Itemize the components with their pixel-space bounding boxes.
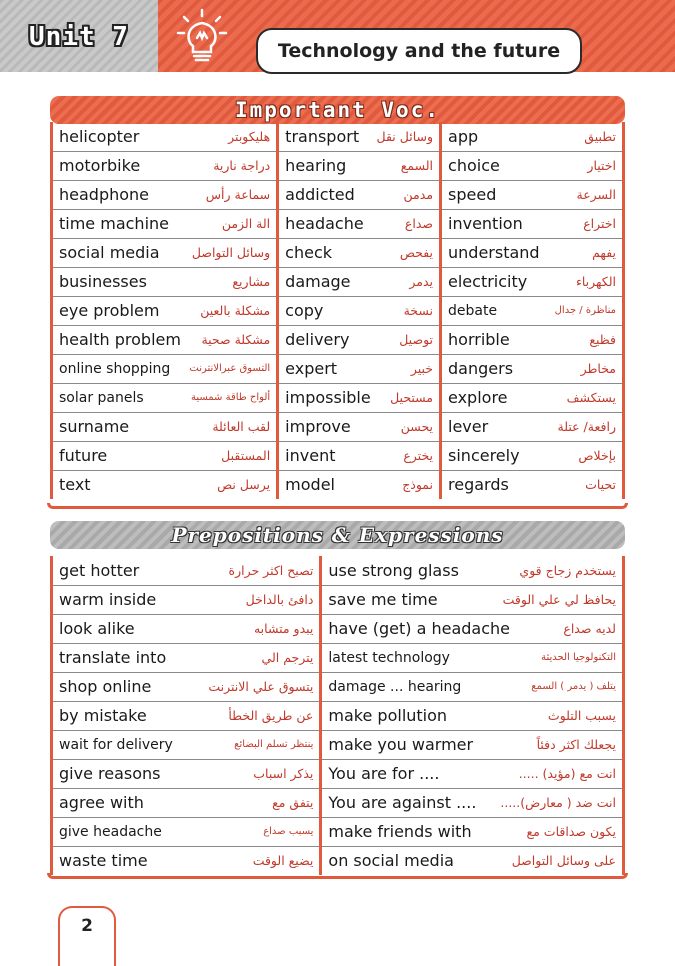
vocabulary-row [52, 441, 624, 470]
table-cell [52, 412, 278, 441]
vocabulary-row [52, 296, 624, 325]
english-term: warm inside [59, 590, 157, 609]
term-pair [328, 764, 616, 783]
english-term: text [59, 475, 91, 495]
arabic-translation: صداع [404, 216, 434, 231]
term-pair [448, 330, 616, 349]
english-term: on social media [328, 851, 454, 871]
term-pair [328, 706, 616, 725]
term-pair [448, 272, 616, 291]
table-cell [441, 180, 624, 209]
term-pair [328, 619, 616, 638]
term-pair [328, 735, 616, 754]
english-term: delivery [285, 330, 350, 349]
arabic-translation: الة الزمن [221, 216, 271, 231]
table-cell [321, 730, 624, 759]
term-pair [59, 793, 313, 812]
arabic-translation: لديه صداع [563, 621, 616, 636]
arabic-translation: السمع [400, 158, 434, 173]
term-pair [59, 824, 313, 840]
table-cell [52, 122, 278, 151]
arabic-translation: وسائل التواصل [191, 245, 271, 260]
table-cell [278, 122, 441, 151]
table-cell [321, 759, 624, 788]
term-pair [59, 737, 313, 753]
table-cell [441, 354, 624, 383]
term-pair [59, 677, 313, 696]
expressions-table [50, 556, 625, 875]
english-term: horrible [448, 330, 510, 349]
english-term: give headache [59, 823, 162, 840]
english-term: improve [285, 417, 351, 436]
arabic-translation: هليكوبتر [228, 128, 271, 144]
expression-row [52, 556, 624, 585]
term-pair [285, 243, 433, 262]
arabic-translation: انت مع (مؤيد) ..... [518, 766, 616, 781]
term-pair [328, 851, 616, 870]
english-term: debate [448, 302, 498, 319]
english-term: explore [448, 388, 508, 407]
english-term: time machine [59, 214, 169, 233]
arabic-translation: يجعلك اكثر دفئاً [536, 737, 616, 752]
english-term: transport [285, 126, 360, 146]
term-pair [448, 185, 616, 204]
arabic-translation: اختيار [587, 158, 616, 173]
table-cell [278, 267, 441, 296]
table-cell [52, 643, 321, 672]
term-pair [59, 851, 313, 870]
english-term: speed [448, 185, 497, 204]
table-cell [321, 585, 624, 614]
english-term: give reasons [59, 764, 161, 783]
table-cell [52, 180, 278, 209]
table-cell [278, 441, 441, 470]
arabic-translation: مخاطر [580, 361, 616, 376]
table-cell [52, 730, 321, 759]
vocabulary-row [52, 122, 624, 151]
table-cell [441, 238, 624, 267]
expression-row [52, 672, 624, 701]
table-cell [52, 383, 278, 412]
term-pair [59, 390, 270, 406]
term-pair [328, 561, 616, 580]
vocabulary-table [50, 122, 625, 499]
table-cell [441, 441, 624, 470]
term-pair [448, 475, 616, 494]
term-pair [328, 793, 616, 812]
table-cell [278, 470, 441, 499]
table-cell [441, 209, 624, 238]
arabic-translation: انت ضد ( معارض)..... [500, 795, 616, 810]
table-cell [52, 296, 278, 325]
english-term: You are against .... [328, 793, 477, 812]
term-pair [328, 822, 616, 841]
english-term: health problem [59, 330, 181, 349]
english-term: wait for delivery [59, 736, 173, 753]
vocabulary-row [52, 325, 624, 354]
arabic-translation: يحسن [400, 419, 434, 434]
table-cell [278, 412, 441, 441]
arabic-translation: توصيل [399, 332, 434, 347]
english-term: use strong glass [328, 560, 459, 580]
arabic-translation: مشكلة بالعين [200, 303, 271, 318]
table-cell [441, 151, 624, 180]
table-cell [321, 556, 624, 585]
unit-badge [0, 0, 158, 72]
vocabulary-row [52, 238, 624, 267]
table-cell [441, 412, 624, 441]
arabic-translation: مدمن [403, 187, 434, 202]
expression-row [52, 730, 624, 759]
term-pair [448, 127, 616, 146]
english-term: choice [448, 156, 500, 175]
table-cell [441, 122, 624, 151]
english-term: have (get) a headache [328, 619, 511, 638]
table-cell [52, 151, 278, 180]
expression-row [52, 759, 624, 788]
english-term: future [59, 446, 108, 465]
arabic-translation: يضيع الوقت [252, 853, 314, 869]
english-term: app [448, 126, 479, 146]
term-pair [285, 185, 433, 204]
arabic-translation: ألواح طاقة شمسية [190, 392, 271, 403]
term-pair [285, 127, 433, 146]
english-term: save me time [328, 590, 438, 609]
arabic-translation: يتسوق علي الانترنت [208, 679, 314, 694]
term-pair [448, 156, 616, 175]
english-term: make friends with [328, 822, 472, 841]
arabic-translation: دافئ بالداخل [245, 592, 314, 607]
english-term: electricity [448, 272, 528, 291]
table-cell [441, 325, 624, 354]
page-title: Technology and the future [256, 28, 582, 74]
unit-label: Unit 7 [29, 22, 129, 52]
term-pair [285, 475, 433, 494]
term-pair [59, 330, 270, 349]
arabic-translation: مناظرة / جدال [554, 305, 616, 316]
term-pair [59, 243, 270, 262]
arabic-translation: اختراع [583, 216, 616, 231]
table-cell [52, 209, 278, 238]
table-cell [321, 643, 624, 672]
term-pair [59, 764, 313, 783]
table-cell [441, 267, 624, 296]
vocabulary-row [52, 267, 624, 296]
arabic-translation: على وسائل التواصل [511, 853, 616, 869]
table-cell [321, 672, 624, 701]
expression-row [52, 788, 624, 817]
table-cell [52, 672, 321, 701]
table-cell [321, 846, 624, 875]
table-cell [321, 701, 624, 730]
table-cell [52, 556, 321, 585]
term-pair [59, 417, 270, 436]
english-term: invention [448, 214, 523, 233]
page-number: 2 [58, 906, 116, 966]
vocabulary-row [52, 354, 624, 383]
english-term: damage [285, 272, 351, 291]
term-pair [448, 359, 616, 378]
term-pair [328, 590, 616, 609]
vocabulary-table-border [47, 503, 628, 509]
term-pair [59, 272, 270, 291]
arabic-translation: يدمر [409, 274, 434, 289]
term-pair [59, 475, 270, 494]
english-term: understand [448, 243, 540, 262]
english-term: motorbike [59, 156, 141, 175]
table-cell [441, 296, 624, 325]
arabic-translation: نسخة [403, 303, 434, 318]
arabic-translation: يسبب التلوث [547, 708, 616, 723]
expression-row [52, 643, 624, 672]
english-term: addicted [285, 185, 355, 204]
term-pair [59, 214, 270, 233]
expressions-table-border [47, 873, 628, 879]
english-term: shop online [59, 677, 152, 696]
table-cell [52, 441, 278, 470]
term-pair [59, 590, 313, 609]
arabic-translation: التكنولوجيا الحديثة [541, 652, 616, 663]
term-pair [448, 303, 616, 319]
arabic-translation: السرعة [576, 187, 616, 202]
expression-row [52, 846, 624, 875]
table-cell [52, 470, 278, 499]
arabic-translation: يسبب صداع [263, 826, 314, 837]
arabic-translation: تصبح اكثر حرارة [228, 562, 314, 578]
expression-row [52, 614, 624, 643]
term-pair [59, 156, 270, 175]
arabic-translation: نموذج [402, 477, 434, 493]
term-pair [448, 388, 616, 407]
table-cell [278, 151, 441, 180]
english-term: headache [285, 214, 364, 233]
english-term: social media [59, 243, 160, 262]
term-pair [285, 359, 433, 378]
term-pair [285, 272, 433, 291]
arabic-translation: تحيات [585, 477, 616, 493]
table-cell [441, 383, 624, 412]
english-term: surname [59, 417, 130, 436]
arabic-translation: المستقبل [221, 448, 271, 463]
table-cell [278, 209, 441, 238]
term-pair [285, 301, 433, 320]
arabic-translation: سماعة رأس [205, 187, 271, 202]
term-pair [448, 446, 616, 465]
english-term: copy [285, 301, 324, 320]
table-cell [278, 383, 441, 412]
arabic-translation: يستكشف [566, 390, 616, 405]
expression-row [52, 585, 624, 614]
term-pair [285, 388, 433, 407]
table-cell [278, 296, 441, 325]
arabic-translation: التسوق عبرالانترنت [189, 363, 271, 374]
english-term: sincerely [448, 446, 520, 465]
arabic-translation: يفحص [399, 245, 434, 260]
arabic-translation: وسائل نقل [376, 128, 434, 144]
table-cell [441, 470, 624, 499]
vocabulary-row [52, 383, 624, 412]
english-term: eye problem [59, 301, 160, 320]
english-term: waste time [59, 851, 148, 871]
english-term: damage ... hearing [328, 678, 462, 695]
term-pair [328, 650, 616, 666]
english-term: make pollution [328, 706, 448, 725]
english-term: get hotter [59, 560, 140, 580]
english-term: make you warmer [328, 735, 474, 754]
vocabulary-row [52, 209, 624, 238]
english-term: regards [448, 475, 509, 495]
table-cell [278, 238, 441, 267]
english-term: agree with [59, 793, 144, 812]
term-pair [59, 619, 313, 638]
table-cell [52, 614, 321, 643]
expression-row [52, 817, 624, 846]
english-term: You are for .... [328, 764, 440, 783]
arabic-translation: دراجة نارية [213, 158, 271, 173]
arabic-translation: عن طريق الخطأ [228, 708, 314, 723]
arabic-translation: يرسل نص [217, 477, 271, 493]
term-pair [285, 214, 433, 233]
table-cell [321, 614, 624, 643]
term-pair [59, 361, 270, 377]
vocabulary-row [52, 151, 624, 180]
english-term: dangers [448, 359, 514, 378]
table-cell [52, 817, 321, 846]
table-cell [321, 788, 624, 817]
english-term: helicopter [59, 126, 140, 146]
arabic-translation: مشكلة صحية [201, 332, 271, 347]
term-pair [59, 648, 313, 667]
table-cell [52, 759, 321, 788]
english-term: latest technology [328, 649, 450, 666]
english-term: translate into [59, 648, 167, 667]
term-pair [59, 561, 313, 580]
table-cell [52, 238, 278, 267]
english-term: check [285, 243, 333, 262]
english-term: by mistake [59, 706, 147, 725]
english-term: solar panels [59, 389, 144, 406]
term-pair [448, 417, 616, 436]
table-cell [52, 846, 321, 875]
arabic-translation: يبدو متشابه [253, 621, 314, 636]
vocabulary-row [52, 180, 624, 209]
arabic-translation: بإخلاص [578, 448, 616, 463]
arabic-translation: يذكر اسباب [253, 766, 314, 781]
table-cell [52, 267, 278, 296]
table-cell [52, 585, 321, 614]
arabic-translation: رافعة/ عتلة [557, 419, 616, 434]
arabic-translation: يحافظ لي علي الوقت [502, 592, 616, 607]
english-term: impossible [285, 388, 371, 407]
arabic-translation: ينتظر تسلم البضائع [234, 739, 314, 750]
arabic-translation: مستحيل [390, 390, 434, 405]
english-term: lever [448, 417, 489, 436]
expressions-heading: Prepositions & Expressions [50, 521, 625, 549]
table-cell [278, 180, 441, 209]
arabic-translation: يترجم الي [261, 650, 314, 665]
arabic-translation: مشاريع [232, 274, 271, 289]
term-pair [285, 446, 433, 465]
table-cell [52, 354, 278, 383]
english-term: online shopping [59, 360, 171, 377]
arabic-translation: تطبيق [584, 128, 616, 144]
term-pair [59, 301, 270, 320]
english-term: businesses [59, 272, 147, 291]
arabic-translation: يكون صداقات مع [526, 824, 616, 839]
arabic-translation: فظيع [589, 332, 616, 347]
table-cell [52, 788, 321, 817]
english-term: headphone [59, 185, 150, 204]
term-pair [59, 446, 270, 465]
english-term: look alike [59, 619, 135, 638]
term-pair [59, 706, 313, 725]
term-pair [285, 330, 433, 349]
arabic-translation: يخترع [403, 448, 434, 463]
english-term: expert [285, 359, 338, 378]
vocabulary-row [52, 470, 624, 499]
arabic-translation: يستخدم زجاج قوي [519, 562, 616, 578]
arabic-translation: لقب العائلة [212, 419, 271, 434]
english-term: invent [285, 446, 336, 465]
table-cell [52, 701, 321, 730]
expression-row [52, 701, 624, 730]
term-pair [59, 185, 270, 204]
arabic-translation: يفهم [592, 245, 616, 260]
term-pair [328, 679, 616, 695]
english-term: hearing [285, 156, 347, 175]
vocabulary-heading: Important Voc. [50, 96, 625, 124]
term-pair [285, 417, 433, 436]
arabic-translation: الكهرباء [575, 274, 616, 289]
term-pair [59, 127, 270, 146]
table-cell [278, 325, 441, 354]
term-pair [448, 243, 616, 262]
term-pair [285, 156, 433, 175]
table-cell [52, 325, 278, 354]
arabic-translation: خبير [410, 361, 434, 376]
english-term: model [285, 475, 335, 495]
lightbulb-icon [176, 8, 228, 66]
term-pair [448, 214, 616, 233]
vocabulary-row [52, 412, 624, 441]
table-cell [321, 817, 624, 846]
arabic-translation: يتلف ( يدمر ) السمع [531, 681, 616, 692]
table-cell [278, 354, 441, 383]
arabic-translation: يتفق مع [272, 795, 314, 810]
